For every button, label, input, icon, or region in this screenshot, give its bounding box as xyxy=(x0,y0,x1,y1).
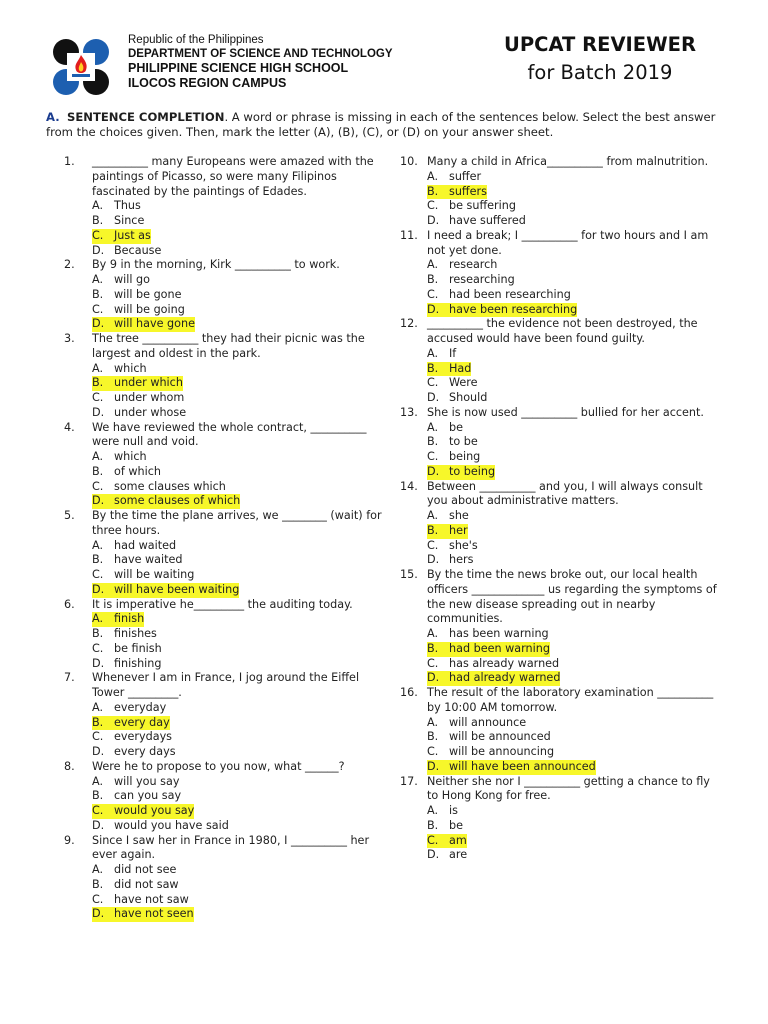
answer-option[interactable] xyxy=(64,745,394,760)
option-letter: D. xyxy=(427,671,449,686)
answer-option[interactable] xyxy=(64,863,394,878)
option-letter: D. xyxy=(427,760,449,775)
option-letter: A. xyxy=(427,169,439,183)
option-text: every day xyxy=(114,715,170,729)
option-letter: A. xyxy=(427,715,439,729)
answer-option[interactable] xyxy=(64,804,394,819)
answer-option[interactable] xyxy=(64,273,394,288)
answer-option[interactable] xyxy=(64,391,394,406)
question-item xyxy=(400,686,720,775)
option-text: have not seen xyxy=(114,907,194,921)
question-text: Since I saw her in France in 1980, I __________ her ever again. xyxy=(92,833,370,862)
section-title: SENTENCE COMPLETION xyxy=(66,110,225,124)
option-text: have been researching xyxy=(449,302,578,316)
answer-option[interactable] xyxy=(400,716,720,731)
title-sub: for Batch 2019 xyxy=(527,61,673,84)
option-letter: C. xyxy=(92,391,104,404)
school-header xyxy=(128,34,393,91)
option-letter: A. xyxy=(427,420,439,434)
option-text: being xyxy=(449,450,481,463)
question-item xyxy=(64,258,394,332)
option-text: Thus xyxy=(114,199,141,213)
answer-option[interactable] xyxy=(64,627,394,642)
option-text: which xyxy=(114,450,147,463)
answer-option[interactable] xyxy=(64,730,394,745)
option-text: be xyxy=(449,818,463,832)
option-letter: C. xyxy=(427,199,439,213)
option-letter: C. xyxy=(92,229,114,244)
answer-option[interactable] xyxy=(64,612,394,627)
option-text: be finish xyxy=(114,641,162,655)
answer-option[interactable] xyxy=(400,376,720,391)
answer-option[interactable] xyxy=(400,553,720,568)
answer-option[interactable] xyxy=(400,421,720,436)
option-text: have waited xyxy=(114,553,183,567)
option-letter: B. xyxy=(92,877,104,891)
option-letter: B. xyxy=(92,553,104,567)
option-letter: D. xyxy=(427,214,440,227)
question-row xyxy=(400,317,720,347)
option-letter: A. xyxy=(92,450,104,463)
question-number: 6. xyxy=(64,597,75,611)
option-letter: D. xyxy=(92,907,114,922)
option-letter: A. xyxy=(92,273,104,286)
section-label: A. xyxy=(46,110,60,124)
question-text: She is now used __________ bullied for her accent. xyxy=(427,405,704,419)
question-item xyxy=(64,509,394,598)
option-letter: D. xyxy=(427,303,449,318)
answer-option[interactable] xyxy=(64,376,394,391)
option-letter: D. xyxy=(92,745,105,758)
answer-option[interactable] xyxy=(400,214,720,229)
question-row xyxy=(400,686,720,716)
question-item xyxy=(400,155,720,229)
school-name: PHILIPPINE SCIENCE HIGH SCHOOL xyxy=(128,61,349,75)
option-letter: A. xyxy=(92,863,104,876)
option-letter: B. xyxy=(427,273,439,286)
answer-option[interactable] xyxy=(400,258,720,273)
answer-option[interactable] xyxy=(64,701,394,716)
answer-option[interactable] xyxy=(64,362,394,377)
question-row xyxy=(64,834,394,864)
option-letter: C. xyxy=(427,656,439,670)
question-text: Neither she nor I __________ getting a chance to fly to Hong Kong for free. xyxy=(427,774,710,803)
option-letter: D. xyxy=(427,465,449,480)
question-row xyxy=(64,332,394,362)
option-text: suffer xyxy=(449,169,482,183)
question-row xyxy=(64,760,394,775)
question-text: We have reviewed the whole contract, __________ were null and void. xyxy=(92,420,367,449)
option-text: will announce xyxy=(449,715,527,729)
option-text: Just as xyxy=(114,228,151,242)
option-letter: D. xyxy=(427,553,440,567)
question-number: 16. xyxy=(400,686,418,699)
question-row xyxy=(64,671,394,701)
question-number: 15. xyxy=(400,568,418,581)
option-text: did not see xyxy=(114,863,177,876)
option-text: will you say xyxy=(114,774,180,788)
option-letter: A. xyxy=(92,774,104,788)
option-text: had been warning xyxy=(449,641,550,655)
question-number: 11. xyxy=(400,228,418,242)
option-letter: B. xyxy=(427,185,449,200)
section-instructions xyxy=(46,110,726,140)
question-text: By 9 in the morning, Kirk __________ to work. xyxy=(92,258,340,272)
answer-option[interactable] xyxy=(64,450,394,465)
department-line: DEPARTMENT OF SCIENCE AND TECHNOLOGY xyxy=(128,48,393,60)
option-text: Should xyxy=(449,391,488,404)
option-letter: D. xyxy=(92,818,105,832)
question-item xyxy=(64,421,394,510)
question-item xyxy=(64,332,394,421)
option-text: be suffering xyxy=(449,199,516,213)
answer-option[interactable] xyxy=(400,760,720,775)
answer-option[interactable] xyxy=(64,583,394,598)
option-text: under which xyxy=(114,376,183,390)
question-text: I need a break; I __________ for two hours and I am not yet done. xyxy=(427,228,709,257)
question-row xyxy=(64,598,394,613)
answer-option[interactable] xyxy=(400,347,720,362)
option-text: hers xyxy=(449,553,474,567)
answer-option[interactable] xyxy=(64,553,394,568)
option-text: will have been waiting xyxy=(114,582,240,596)
question-number: 12. xyxy=(400,317,418,331)
question-item xyxy=(400,229,720,318)
answer-option[interactable] xyxy=(400,848,720,863)
option-letter: D. xyxy=(427,848,440,862)
answer-option[interactable] xyxy=(64,465,394,480)
answer-option[interactable] xyxy=(64,642,394,657)
question-text: The tree __________ they had their picnic was the largest and oldest in the park. xyxy=(92,332,365,360)
question-row xyxy=(64,258,394,273)
question-row xyxy=(64,421,394,451)
option-letter: D. xyxy=(92,405,105,419)
option-letter: B. xyxy=(92,464,104,478)
answer-option[interactable] xyxy=(64,244,394,259)
option-text: have suffered xyxy=(449,214,526,227)
option-letter: B. xyxy=(92,376,114,391)
option-letter: C. xyxy=(92,730,104,744)
option-text: she's xyxy=(449,538,478,552)
option-letter: B. xyxy=(427,524,449,539)
option-letter: C. xyxy=(427,287,439,301)
option-letter: C. xyxy=(427,538,439,552)
option-letter: C. xyxy=(92,892,104,906)
question-item xyxy=(64,671,394,760)
option-text: has been warning xyxy=(449,627,549,640)
option-letter: B. xyxy=(427,730,439,744)
question-number: 14. xyxy=(400,479,418,493)
option-text: can you say xyxy=(114,789,182,803)
question-row xyxy=(64,509,394,539)
option-text: had waited xyxy=(114,538,177,552)
option-text: am xyxy=(449,833,467,847)
answer-option[interactable] xyxy=(400,273,720,288)
option-text: will go xyxy=(114,273,150,286)
question-item xyxy=(64,760,394,834)
answer-option[interactable] xyxy=(64,406,394,421)
option-text: finish xyxy=(114,612,145,626)
option-text: is xyxy=(449,804,458,817)
answer-option[interactable] xyxy=(400,435,720,450)
section-text: . A word or phrase is missing in each of the sentences below. Select the best answer from the choices given. Then, mark the letter (A), (B), (C), or (D) on your answer sheet. xyxy=(46,110,716,139)
question-number: 7. xyxy=(64,671,75,685)
option-letter: B. xyxy=(427,435,439,449)
option-text: Were xyxy=(449,376,478,390)
option-text: will be gone xyxy=(114,287,182,301)
answer-option[interactable] xyxy=(400,391,720,406)
question-row xyxy=(400,568,720,627)
answer-option[interactable] xyxy=(64,539,394,554)
question-item xyxy=(64,155,394,258)
question-row xyxy=(400,155,720,170)
option-text: everydays xyxy=(114,730,173,744)
answer-option[interactable] xyxy=(400,804,720,819)
option-text: be xyxy=(449,420,463,434)
option-text: her xyxy=(449,523,468,537)
option-text: will be announced xyxy=(449,730,551,744)
question-number: 4. xyxy=(64,420,75,434)
option-text: Since xyxy=(114,214,145,227)
option-text: suffers xyxy=(449,184,487,198)
option-text: Had xyxy=(449,361,472,375)
option-letter: A. xyxy=(92,612,114,627)
question-item xyxy=(400,317,720,406)
option-letter: A. xyxy=(427,258,439,272)
option-text: finishing xyxy=(114,656,162,670)
option-text: would you have said xyxy=(114,818,229,832)
option-letter: B. xyxy=(92,789,104,803)
option-letter: B. xyxy=(92,287,104,301)
question-text: It is imperative he_________ the auditing today. xyxy=(92,597,353,611)
option-text: will be going xyxy=(114,302,185,316)
answer-option[interactable] xyxy=(400,170,720,185)
option-text: she xyxy=(449,509,469,522)
answer-option[interactable] xyxy=(400,730,720,745)
question-row xyxy=(400,480,720,510)
question-text: Were he to propose to you now, what ______? xyxy=(92,759,345,773)
document-title xyxy=(500,31,700,87)
option-text: will have gone xyxy=(114,317,195,331)
question-item xyxy=(400,775,720,864)
question-text: Between __________ and you, I will always consult you about administrative matters. xyxy=(427,479,703,508)
question-number: 9. xyxy=(64,833,75,847)
answer-option[interactable] xyxy=(400,362,720,377)
option-text: will be waiting xyxy=(114,568,195,581)
question-item xyxy=(400,480,720,569)
question-item xyxy=(400,568,720,686)
option-text: had already warned xyxy=(449,671,561,685)
answer-option[interactable] xyxy=(400,288,720,303)
question-row xyxy=(400,775,720,805)
answer-option[interactable] xyxy=(400,834,720,849)
answer-option[interactable] xyxy=(400,819,720,834)
option-text: everyday xyxy=(114,700,167,714)
option-text: would you say xyxy=(114,804,195,817)
option-letter: D. xyxy=(92,494,114,509)
option-letter: C. xyxy=(92,804,114,819)
question-text: By the time the plane arrives, we ________ (wait) for three hours. xyxy=(92,509,382,537)
answer-option[interactable] xyxy=(400,465,720,480)
answer-option[interactable] xyxy=(400,303,720,318)
option-letter: A. xyxy=(92,700,104,714)
questions-left-column xyxy=(64,155,394,922)
answer-option[interactable] xyxy=(64,878,394,893)
option-text: under whom xyxy=(114,391,185,404)
pshs-logo xyxy=(50,36,112,98)
option-letter: C. xyxy=(427,450,439,463)
answer-option[interactable] xyxy=(400,642,720,657)
question-number: 10. xyxy=(400,155,418,168)
answer-option[interactable] xyxy=(400,657,720,672)
answer-option[interactable] xyxy=(64,568,394,583)
question-number: 3. xyxy=(64,332,75,345)
option-letter: A. xyxy=(427,509,439,522)
answer-option[interactable] xyxy=(64,317,394,332)
answer-option[interactable] xyxy=(64,199,394,214)
option-letter: B. xyxy=(427,818,439,832)
option-text: which xyxy=(114,361,147,375)
answer-option[interactable] xyxy=(64,214,394,229)
answer-option[interactable] xyxy=(64,775,394,790)
option-text: of which xyxy=(114,464,161,478)
answer-option[interactable] xyxy=(400,509,720,524)
answer-option[interactable] xyxy=(400,185,720,200)
option-text: some clauses which xyxy=(114,479,226,493)
option-letter: B. xyxy=(427,642,449,657)
answer-option[interactable] xyxy=(400,524,720,539)
question-number: 2. xyxy=(64,258,75,272)
answer-option[interactable] xyxy=(64,229,394,244)
option-letter: D. xyxy=(92,583,114,598)
option-text: will be announcing xyxy=(449,745,555,758)
question-text: Whenever I am in France, I jog around the Eiffel Tower _________. xyxy=(92,671,360,699)
answer-option[interactable] xyxy=(400,627,720,642)
option-letter: C. xyxy=(92,302,104,316)
option-letter: C. xyxy=(427,745,439,758)
question-item xyxy=(400,406,720,480)
answer-option[interactable] xyxy=(400,199,720,214)
option-text: finishes xyxy=(114,627,157,640)
question-number: 1. xyxy=(64,155,75,168)
title-main: UPCAT REVIEWER xyxy=(504,33,696,56)
answer-option[interactable] xyxy=(400,450,720,465)
option-text: to being xyxy=(449,464,496,478)
answer-option[interactable] xyxy=(400,539,720,554)
option-letter: A. xyxy=(92,199,104,213)
option-text: have not saw xyxy=(114,892,189,906)
option-text: are xyxy=(449,848,468,862)
answer-option[interactable] xyxy=(64,494,394,509)
option-text: under whose xyxy=(114,405,187,419)
option-text: will have been announced xyxy=(449,759,596,773)
option-letter: D. xyxy=(427,391,440,404)
option-text: research xyxy=(449,258,498,272)
question-text: Many a child in Africa__________ from malnutrition. xyxy=(427,155,709,168)
answer-option[interactable] xyxy=(400,745,720,760)
question-row xyxy=(400,229,720,259)
answer-option[interactable] xyxy=(64,657,394,672)
answer-option[interactable] xyxy=(64,303,394,318)
answer-option[interactable] xyxy=(64,907,394,922)
answer-option[interactable] xyxy=(64,480,394,495)
option-letter: C. xyxy=(92,568,104,581)
option-text: has already warned xyxy=(449,656,560,670)
answer-option[interactable] xyxy=(64,789,394,804)
option-letter: A. xyxy=(427,346,439,360)
republic-line: Republic of the Philippines xyxy=(128,34,264,46)
option-text: some clauses of which xyxy=(114,494,241,508)
option-letter: C. xyxy=(92,479,104,493)
option-letter: D. xyxy=(92,656,105,670)
option-letter: B. xyxy=(92,627,104,640)
answer-option[interactable] xyxy=(64,716,394,731)
option-letter: A. xyxy=(92,538,104,552)
question-text: __________ many Europeans were amazed with the paintings of Picasso, so were many Filipinos fascinated by the paintings of Edades. xyxy=(92,155,374,198)
option-letter: B. xyxy=(427,362,449,377)
option-letter: A. xyxy=(427,804,439,817)
option-text: every days xyxy=(114,745,176,758)
option-text: If xyxy=(449,346,457,360)
question-number: 13. xyxy=(400,405,418,419)
answer-option[interactable] xyxy=(64,893,394,908)
option-letter: C. xyxy=(427,834,449,849)
question-item xyxy=(64,834,394,923)
option-text: Because xyxy=(114,243,162,257)
option-text: did not saw xyxy=(114,877,179,891)
question-number: 8. xyxy=(64,759,75,773)
question-row xyxy=(64,155,394,199)
option-letter: D. xyxy=(92,317,114,332)
option-letter: C. xyxy=(92,641,104,655)
option-text: to be xyxy=(449,435,478,449)
option-text: researching xyxy=(449,273,515,286)
question-text: The result of the laboratory examination __________ by 10:00 AM tomorrow. xyxy=(427,686,714,714)
answer-option[interactable] xyxy=(400,671,720,686)
answer-option[interactable] xyxy=(64,288,394,303)
question-text: By the time the news broke out, our local health officers _____________ us regarding the symptoms of the new disease spreading out in nearby communities. xyxy=(427,568,717,626)
question-number: 17. xyxy=(400,774,418,788)
option-letter: C. xyxy=(427,376,439,390)
option-text: had been researching xyxy=(449,287,571,301)
option-letter: B. xyxy=(92,716,114,731)
option-letter: A. xyxy=(427,627,439,640)
questions-right-column xyxy=(400,155,720,863)
question-number: 5. xyxy=(64,509,75,522)
option-letter: B. xyxy=(92,214,104,227)
option-letter: D. xyxy=(92,243,105,257)
question-item xyxy=(64,598,394,672)
campus-name: ILOCOS REGION CAMPUS xyxy=(128,76,287,90)
question-text: __________ the evidence not been destroyed, the accused would have been found guilty. xyxy=(427,317,698,345)
answer-option[interactable] xyxy=(64,819,394,834)
question-row xyxy=(400,406,720,421)
option-letter: A. xyxy=(92,361,104,375)
